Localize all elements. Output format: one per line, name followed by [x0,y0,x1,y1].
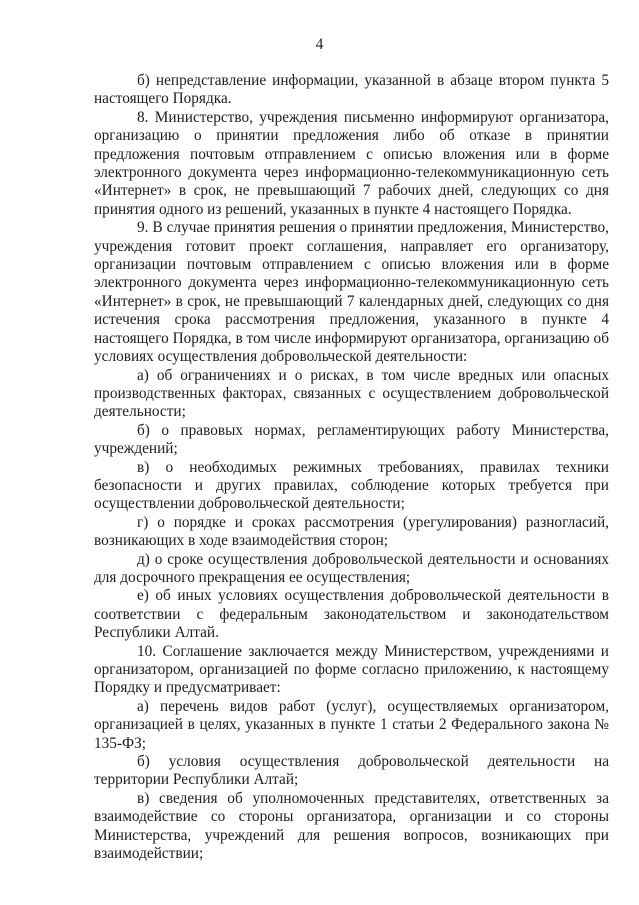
paragraph-10v: в) сведения об уполномоченных представителях, ответственных за взаимодействие со стороны организатора, организации и со стороны Министерства, учреждений для решения вопросов, возникающих при взаимодействии; [94,789,609,863]
document-body [94,72,609,863]
paragraph-9v: в) о необходимых режимных требованиях, правилах техники безопасности и других правилах, соблюдение которых требуется при осуществлении добровольческой деятельности; [94,458,609,513]
paragraph-9: 9. В случае принятия решения о принятии предложения, Министерство, учреждения готовит проект соглашения, направляет его организатору, организации почтовым отправлением с описью вложения или в форме электронного документа через информационно-телекоммуникационную сеть «Интернет» в срок, не превышающий 7 календарных дней, следующих со дня истечения срока рассмотрения предложения, указанного в пункте 4 настоящего Порядка, в том числе информируют организатора, организацию об условиях осуществления добровольческой деятельности: [94,219,609,366]
paragraph-9g: г) о порядке и сроках рассмотрения (урегулирования) разногласий, возникающих в ходе взаимодействия сторон; [94,513,609,550]
paragraph-9a: а) об ограничениях и о рисках, в том числе вредных или опасных производственных факторах, связанных с осуществлением добровольческой деятельности; [94,366,609,421]
paragraph-10: 10. Соглашение заключается между Министерством, учреждениями и организатором, организацией по форме согласно приложению, к настоящему Порядку и предусматривает: [94,642,609,697]
paragraph-10a: а) перечень видов работ (услуг), осуществляемых организатором, организацией в целях, указанных в пункте 1 статьи 2 Федерального закона № 135-ФЗ; [94,697,609,752]
page-number: 4 [315,36,324,53]
paragraph-9e: е) об иных условиях осуществления добровольческой деятельности в соответствии с федеральным законодательством и законодательством Республики Алтай. [94,587,609,642]
paragraph-9d: д) о сроке осуществления добровольческой деятельности и основаниях для досрочного прекращения ее осуществления; [94,550,609,586]
paragraph-7b: б) непредставление информации, указанной в абзаце втором пункта 5 настоящего Порядка. [94,72,609,108]
paragraph-8: 8. Министерство, учреждения письменно информируют организатора, организацию о принятии предложения либо об отказе в принятии предложения почтовым отправлением с описью вложения или в форме электронного документа через информационно-телекоммуникационную сеть «Интернет» в срок, не превышающий 7 рабочих дней, следующих со дня принятия одного из решений, указанных в пункте 4 настоящего Порядка. [94,108,609,218]
paragraph-9b: б) о правовых нормах, регламентирующих работу Министерства, учреждений; [94,421,609,458]
paragraph-10b: б) условия осуществления добровольческой деятельности на территории Республики Алтай; [94,753,609,789]
